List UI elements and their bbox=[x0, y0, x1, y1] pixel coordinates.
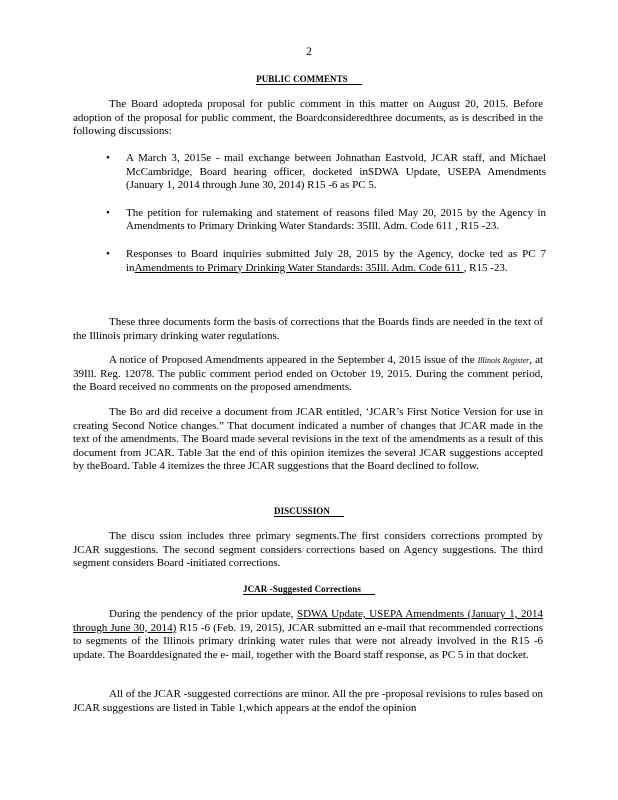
bullet-item-petition bbox=[106, 207, 546, 234]
docket-title-link: Amendments to Primary Drinking Water Standards: 35Ill. Adm. Code 611 , bbox=[134, 261, 467, 274]
paragraph-discussion: The discu ssion includes three primary segments.The first considers corrections prompted by JCAR suggestions. The second segment considers corrections based on Agency suggestions. The third segment considers Board -initiated corrections. bbox=[73, 530, 543, 570]
heading-jcar-suggested: JCAR -Suggested Corrections bbox=[0, 584, 618, 595]
bullet-marker: • bbox=[106, 247, 110, 260]
paragraph-jcar-document: The Bo ard did receive a document from JCAR entitled, ‘JCAR’s First Notice Version for use in creating Second Notice changes.” That document indicated a number of changes that JCAR made in the text of the amendments. The Board made several revisions in the text of the amendments as a result of this document from JCAR. Table 3at the end of this opinion itemizes the several JCAR suggestions accepted by theBoard. Table 4 itemizes the three JCAR suggestions that the Board declined to follow. bbox=[73, 406, 543, 473]
paragraph-adoption: The Board adopteda proposal for public comment in this matter on August 20, 2015. Before adoption of the proposal for public comment, the Boardconsideredthree documents, as is described in the following discussions: bbox=[73, 98, 543, 138]
paragraph-notice: A notice of Proposed Amendments appeared in the September 4, 2015 issue of the Illinois Register, at 39Ill. Reg. 12078. The public comment period ended on October 19, 2015. During the comment period, the Board received no comments on the proposed amendments. bbox=[73, 354, 544, 394]
paragraph-three-documents: These three documents form the basis of corrections that the Boards finds are needed in the text of the Illinois primary drinking water regulations. bbox=[73, 316, 543, 342]
paragraph-prior-update: During the pendency of the prior update, SDWA Update, USEPA Amendments (January 1, 2014 through June 30, 2014) R15 -6 (Feb. 19, 2015), JCAR submitted an e-mail that recommended corrections to segments of the Illinois primary drinking water rules that were not already involved in the R15 -6 update. The Boarddesignated the e- mail, together with the Board staff response, as PC 5 in that docket. bbox=[73, 608, 544, 661]
prior-update-title: SDWA Update, USEPA Amendments (January 1, 2014 through June 30, 2014) bbox=[73, 608, 543, 634]
bullet-marker: • bbox=[106, 152, 110, 164]
illinois-register-label: Illinois Register bbox=[477, 356, 530, 365]
heading-public-comments: PUBLIC COMMENTS bbox=[0, 74, 618, 85]
bullet-list-documents bbox=[106, 152, 546, 275]
bullet-marker: • bbox=[106, 206, 110, 219]
paragraph-minor-corrections: All of the JCAR -suggested corrections are minor. All the pre -proposal revisions to rules based on JCAR suggestions are listed in Table 1,which appears at the endof the opinion bbox=[73, 688, 543, 714]
bullet-text: The petition for rulemaking and statement of reasons filed May 20, 2015 by the Agency in Amendments to Primary Drinking Water Standards: 35Ill. Adm. Code 611 , R15 -23. bbox=[126, 206, 546, 233]
heading-discussion: DISCUSSION bbox=[0, 506, 618, 517]
bullet-item-email-exchange bbox=[106, 152, 546, 193]
bullet-text-b: R15 -23. bbox=[466, 261, 508, 274]
page-number: 2 bbox=[306, 44, 312, 58]
bullet-text: A March 3, 2015e - mail exchange between Johnathan Eastvold, JCAR staff, and Michael McCambridge, Board hearing officer, docketed inSDWA Update, USEPA Amendments (January 1, 2014 through June 30, 2014) R15 -6 as PC 5. bbox=[126, 152, 546, 192]
bullet-item-responses bbox=[106, 248, 546, 275]
bullet-text-a: Responses to Board inquiries submitted July 28, 2015 by the Agency, docke ted as PC 7 in bbox=[126, 247, 546, 274]
